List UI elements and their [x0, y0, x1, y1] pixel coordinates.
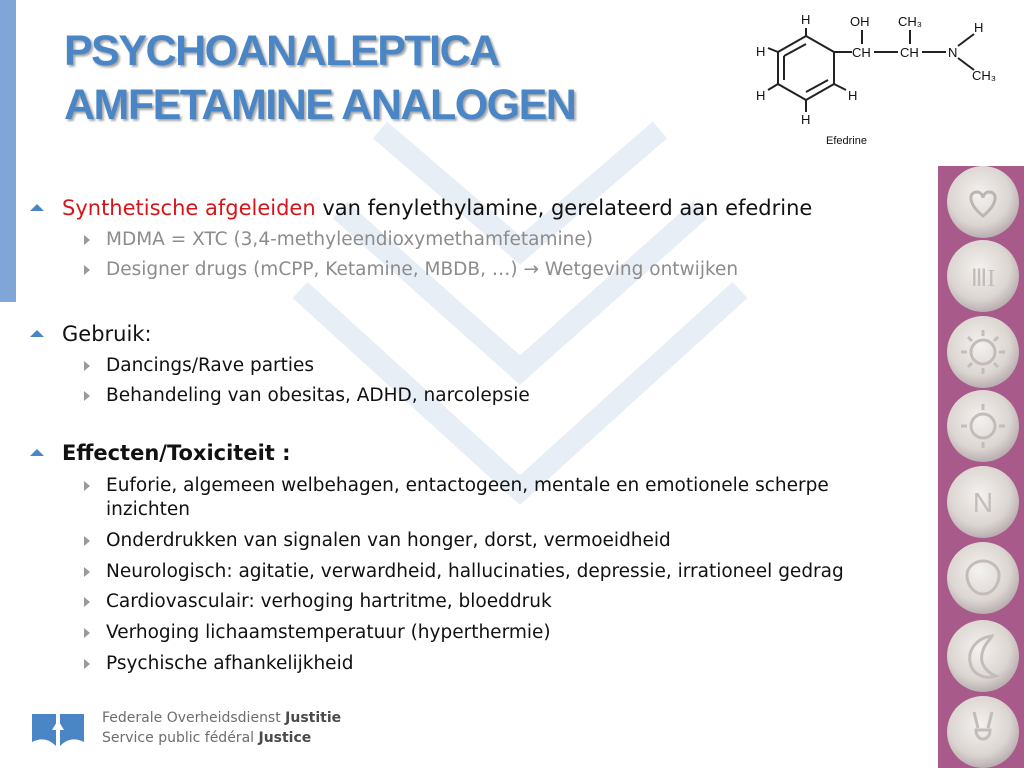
ecstasy-pill-icon [947, 466, 1019, 538]
ecstasy-pill-icon [947, 390, 1019, 462]
bullet-triangle-icon [30, 204, 44, 211]
subitem-text: Designer drugs (mCPP, Ketamine, MBDB, …) → Wetgeving ontwijken [106, 259, 739, 280]
justice-logo-icon [28, 708, 88, 750]
molecule-label: Efedrine [826, 135, 867, 147]
bullet-triangle-icon [30, 449, 44, 456]
sub-arrow-icon [84, 659, 90, 669]
subitem-text: Verhoging lichaamstemperatuur (hyperthermie) [106, 622, 551, 643]
bullet-text: Gebruik: [62, 322, 152, 346]
atom-ch-2: CH [900, 45, 919, 60]
footer-justice-logo [28, 704, 358, 754]
svg-text:ⅢI: ⅢI [970, 266, 996, 292]
sub-arrow-icon [84, 235, 90, 245]
atom-h-ring-top: H [801, 12, 811, 27]
bullet-text: van fenylethylamine, gerelateerd aan efedrine [315, 196, 813, 220]
ecstasy-pill-icon [947, 620, 1019, 692]
subitem-text: Behandeling van obesitas, ADHD, narcolepsie [106, 385, 530, 406]
subitem-text: inzichten [106, 499, 190, 520]
subitem-text: Dancings/Rave parties [106, 355, 315, 376]
atom-n: N [948, 45, 958, 60]
bullet-highlight: Synthetische afgeleiden [62, 196, 316, 220]
sub-arrow-icon [84, 628, 90, 638]
subitem-text: Psychische afhankelijkheid [106, 653, 354, 674]
sub-arrow-icon [84, 481, 90, 491]
atom-h-ring-bl: H [756, 88, 766, 103]
ecstasy-pill-icon [947, 166, 1019, 238]
footer-line-1: Federale Overheidsdienst Justitie [102, 710, 342, 726]
subitem-text: Onderdrukken van signalen van honger, dorst, vermoeidheid [106, 530, 671, 551]
svg-text:N: N [972, 487, 994, 518]
sub-arrow-icon [84, 536, 90, 546]
subitem-text: Euforie, algemeen welbehagen, entactogeen, mentale en emotionele scherpe [106, 475, 829, 496]
ephedrine-structure-image [722, 0, 1024, 166]
title-line-2: AMFETAMINE ANALOGEN [64, 81, 576, 129]
atom-h-ring-br: H [848, 88, 858, 103]
ecstasy-pill-icon [947, 240, 1019, 312]
ecstasy-pills-image [938, 166, 1024, 768]
left-accent-bar [0, 0, 16, 302]
atom-h-ring-bottom: H [801, 112, 811, 127]
atom-h-n: H [974, 20, 984, 35]
title-line-1: PSYCHOANALEPTICA [64, 27, 499, 75]
subitem-text: Neurologisch: agitatie, verwardheid, hallucinaties, depressie, irrationeel gedrag [106, 561, 844, 582]
subitem-text: Cardiovasculair: verhoging hartritme, bloeddruk [106, 591, 552, 612]
atom-ch-1: CH [852, 45, 871, 60]
footer-line-2: Service public fédéral Justice [102, 730, 312, 746]
atom-ch3-top: CH₃ [898, 14, 923, 29]
sub-arrow-icon [84, 391, 90, 401]
sub-arrow-icon [84, 361, 90, 371]
sub-arrow-icon [84, 265, 90, 275]
bullet-triangle-icon [30, 330, 44, 337]
ecstasy-pill-icon [947, 696, 1019, 768]
page-title [64, 24, 575, 132]
bullet-text: Effecten/Toxiciteit : [62, 441, 291, 465]
subitem-text: MDMA = XTC (3,4-methyleendioxymethamfetamine) [106, 229, 593, 250]
atom-h-ring-left: H [756, 44, 766, 59]
atom-oh: OH [850, 14, 870, 29]
sub-arrow-icon [84, 567, 90, 577]
ecstasy-pill-icon [947, 316, 1019, 388]
sub-arrow-icon [84, 597, 90, 607]
atom-ch3-n: CH₃ [972, 68, 997, 83]
ecstasy-pill-icon [947, 542, 1019, 614]
